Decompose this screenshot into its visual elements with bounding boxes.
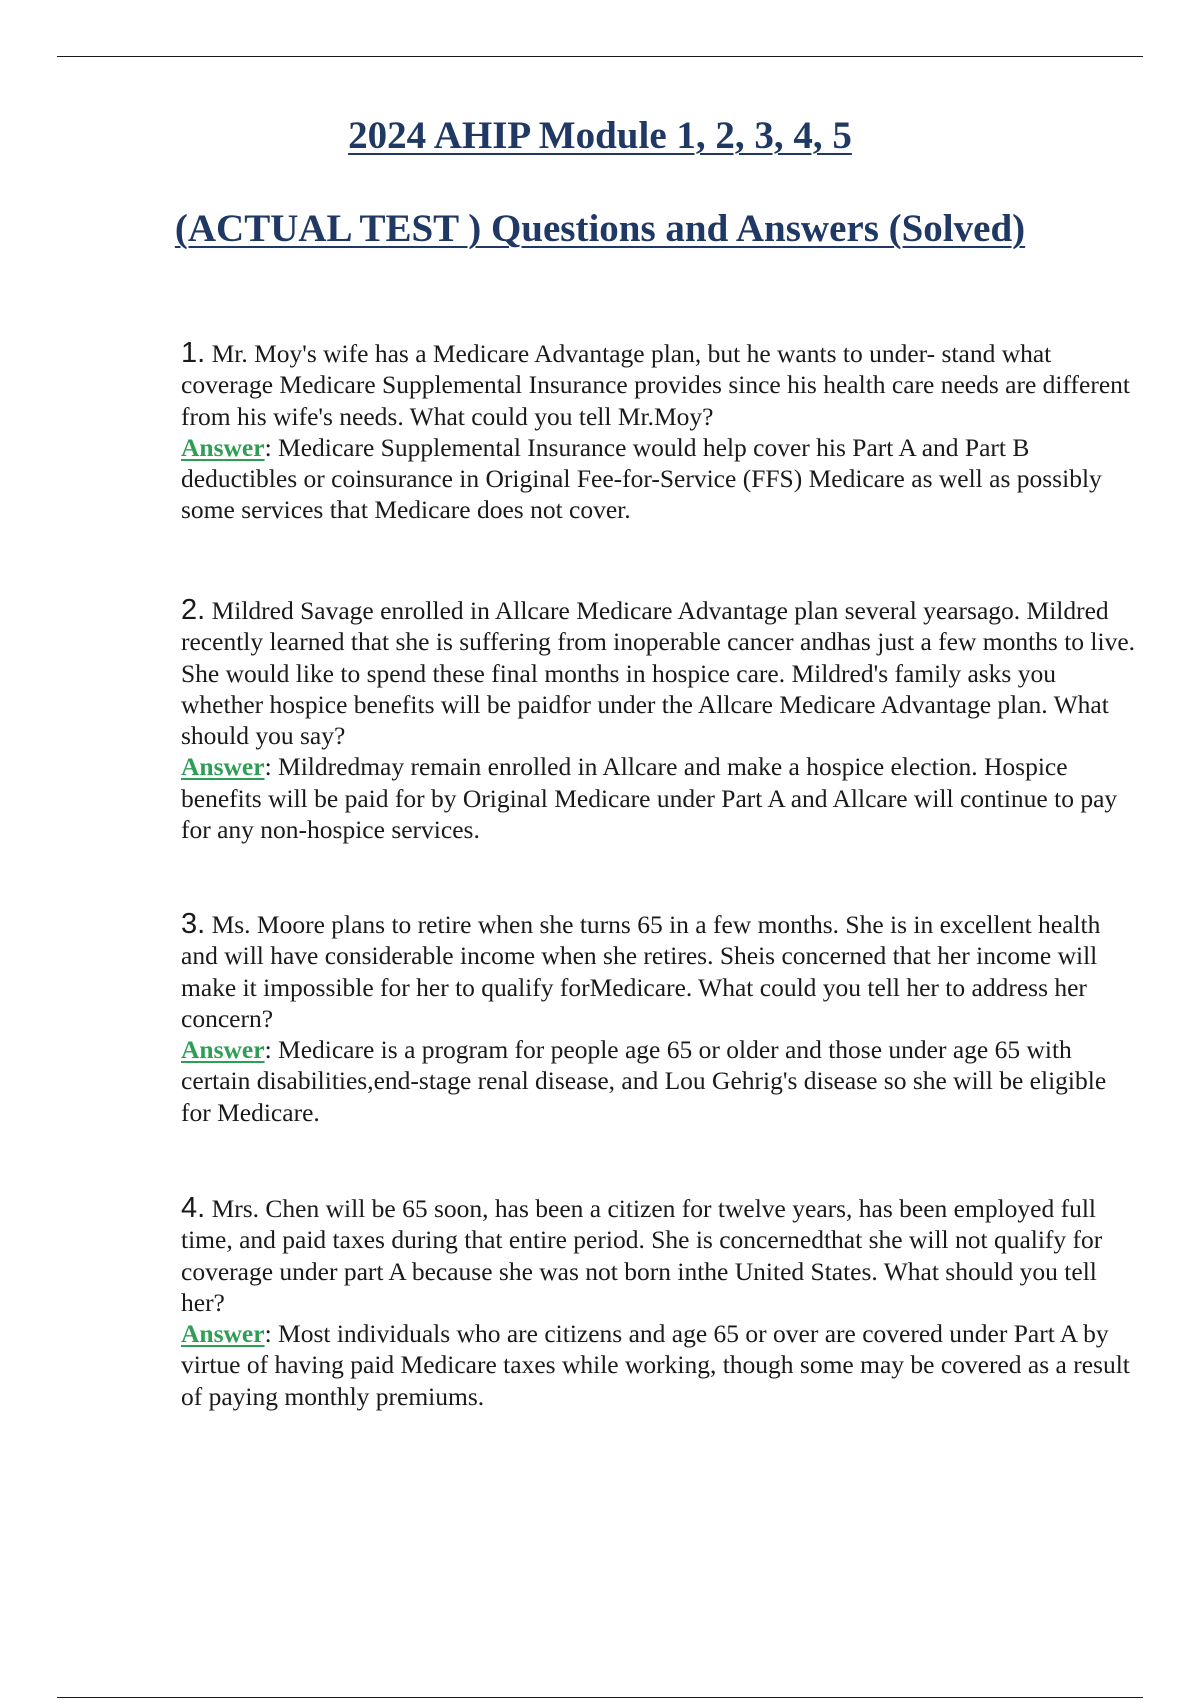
bottom-divider — [57, 1697, 1143, 1698]
top-divider — [57, 56, 1143, 57]
page-title: 2024 AHIP Module 1, 2, 3, 4, 5 — [348, 114, 852, 157]
qa-item-3 — [181, 909, 1141, 1128]
answer-text — [181, 1318, 1141, 1412]
qa-item-1 — [181, 338, 1141, 526]
answer-label: Answer — [181, 1035, 265, 1065]
question-body: Mrs. Chen will be 65 soon, has been a citizen for twelve years, has been employed full time, and paid taxes during that entire period. She is concernedthat she will not qualify for coverage under part A because she was not born inthe United States. What should you tell her? — [181, 1194, 1103, 1317]
question-text — [181, 595, 1141, 751]
question-text — [181, 1193, 1141, 1318]
answer-text — [181, 1034, 1141, 1128]
answer-body: : Medicare Supplemental Insurance would help cover his Part A and Part B deductibles or coinsurance in Original Fee-for-Service (FFS) Medicare as well as possibly some services that Medicare does not cover. — [181, 432, 1102, 525]
question-number: 2. — [181, 594, 206, 626]
qa-item-4 — [181, 1193, 1141, 1412]
page-subtitle: (ACTUAL TEST ) Questions and Answers (Solved) — [174, 207, 1026, 250]
answer-label: Answer — [181, 1319, 265, 1349]
answer-text — [181, 432, 1141, 526]
question-number: 1. — [181, 337, 206, 369]
answer-body: : Mildredmay remain enrolled in Allcare and make a hospice election. Hospice benefits will be paid for by Original Medicare under Part A and Allcare will continue to pay for any non-hospice services. — [181, 752, 1118, 845]
answer-body: : Most individuals who are citizens and age 65 or over are covered under Part A by virtue of having paid Medicare taxes while working, though some may be covered as a result of paying monthly premiums. — [181, 1319, 1130, 1411]
qa-item-2 — [181, 595, 1141, 845]
answer-label: Answer — [181, 432, 265, 462]
answer-text — [181, 751, 1141, 845]
question-number: 3. — [181, 908, 206, 940]
question-number: 4. — [181, 1192, 206, 1224]
question-body: Mr. Moy's wife has a Medicare Advantage plan, but he wants to under- stand what coverage Medicare Supplemental Insurance provides since his health care needs are different from his wife's needs. What could you tell Mr.Moy? — [181, 339, 1130, 431]
answer-body: : Medicare is a program for people age 65 or older and those under age 65 with certain disabilities,end-stage renal disease, and Lou Gehrig's disease so she will be eligible for Medicare. — [181, 1035, 1107, 1127]
question-body: Ms. Moore plans to retire when she turns 65 in a few months. She is in excellent health and will have considerable income when she retires. Sheis concerned that her income will make it impossible for her to qualify forMedicare. What could you tell her to address her concern? — [181, 910, 1101, 1033]
question-text — [181, 909, 1141, 1034]
answer-label: Answer — [181, 752, 265, 782]
question-body: Mildred Savage enrolled in Allcare Medicare Advantage plan several yearsago. Mildred recently learned that she is suffering from inoperable cancer andhas just a few months to live. She would like to spend these final months in hospice care. Mildred's family asks you whether hospice benefits will be paidfor under the Allcare Medicare Advantage plan. What should you say? — [181, 596, 1136, 751]
question-text — [181, 338, 1141, 432]
